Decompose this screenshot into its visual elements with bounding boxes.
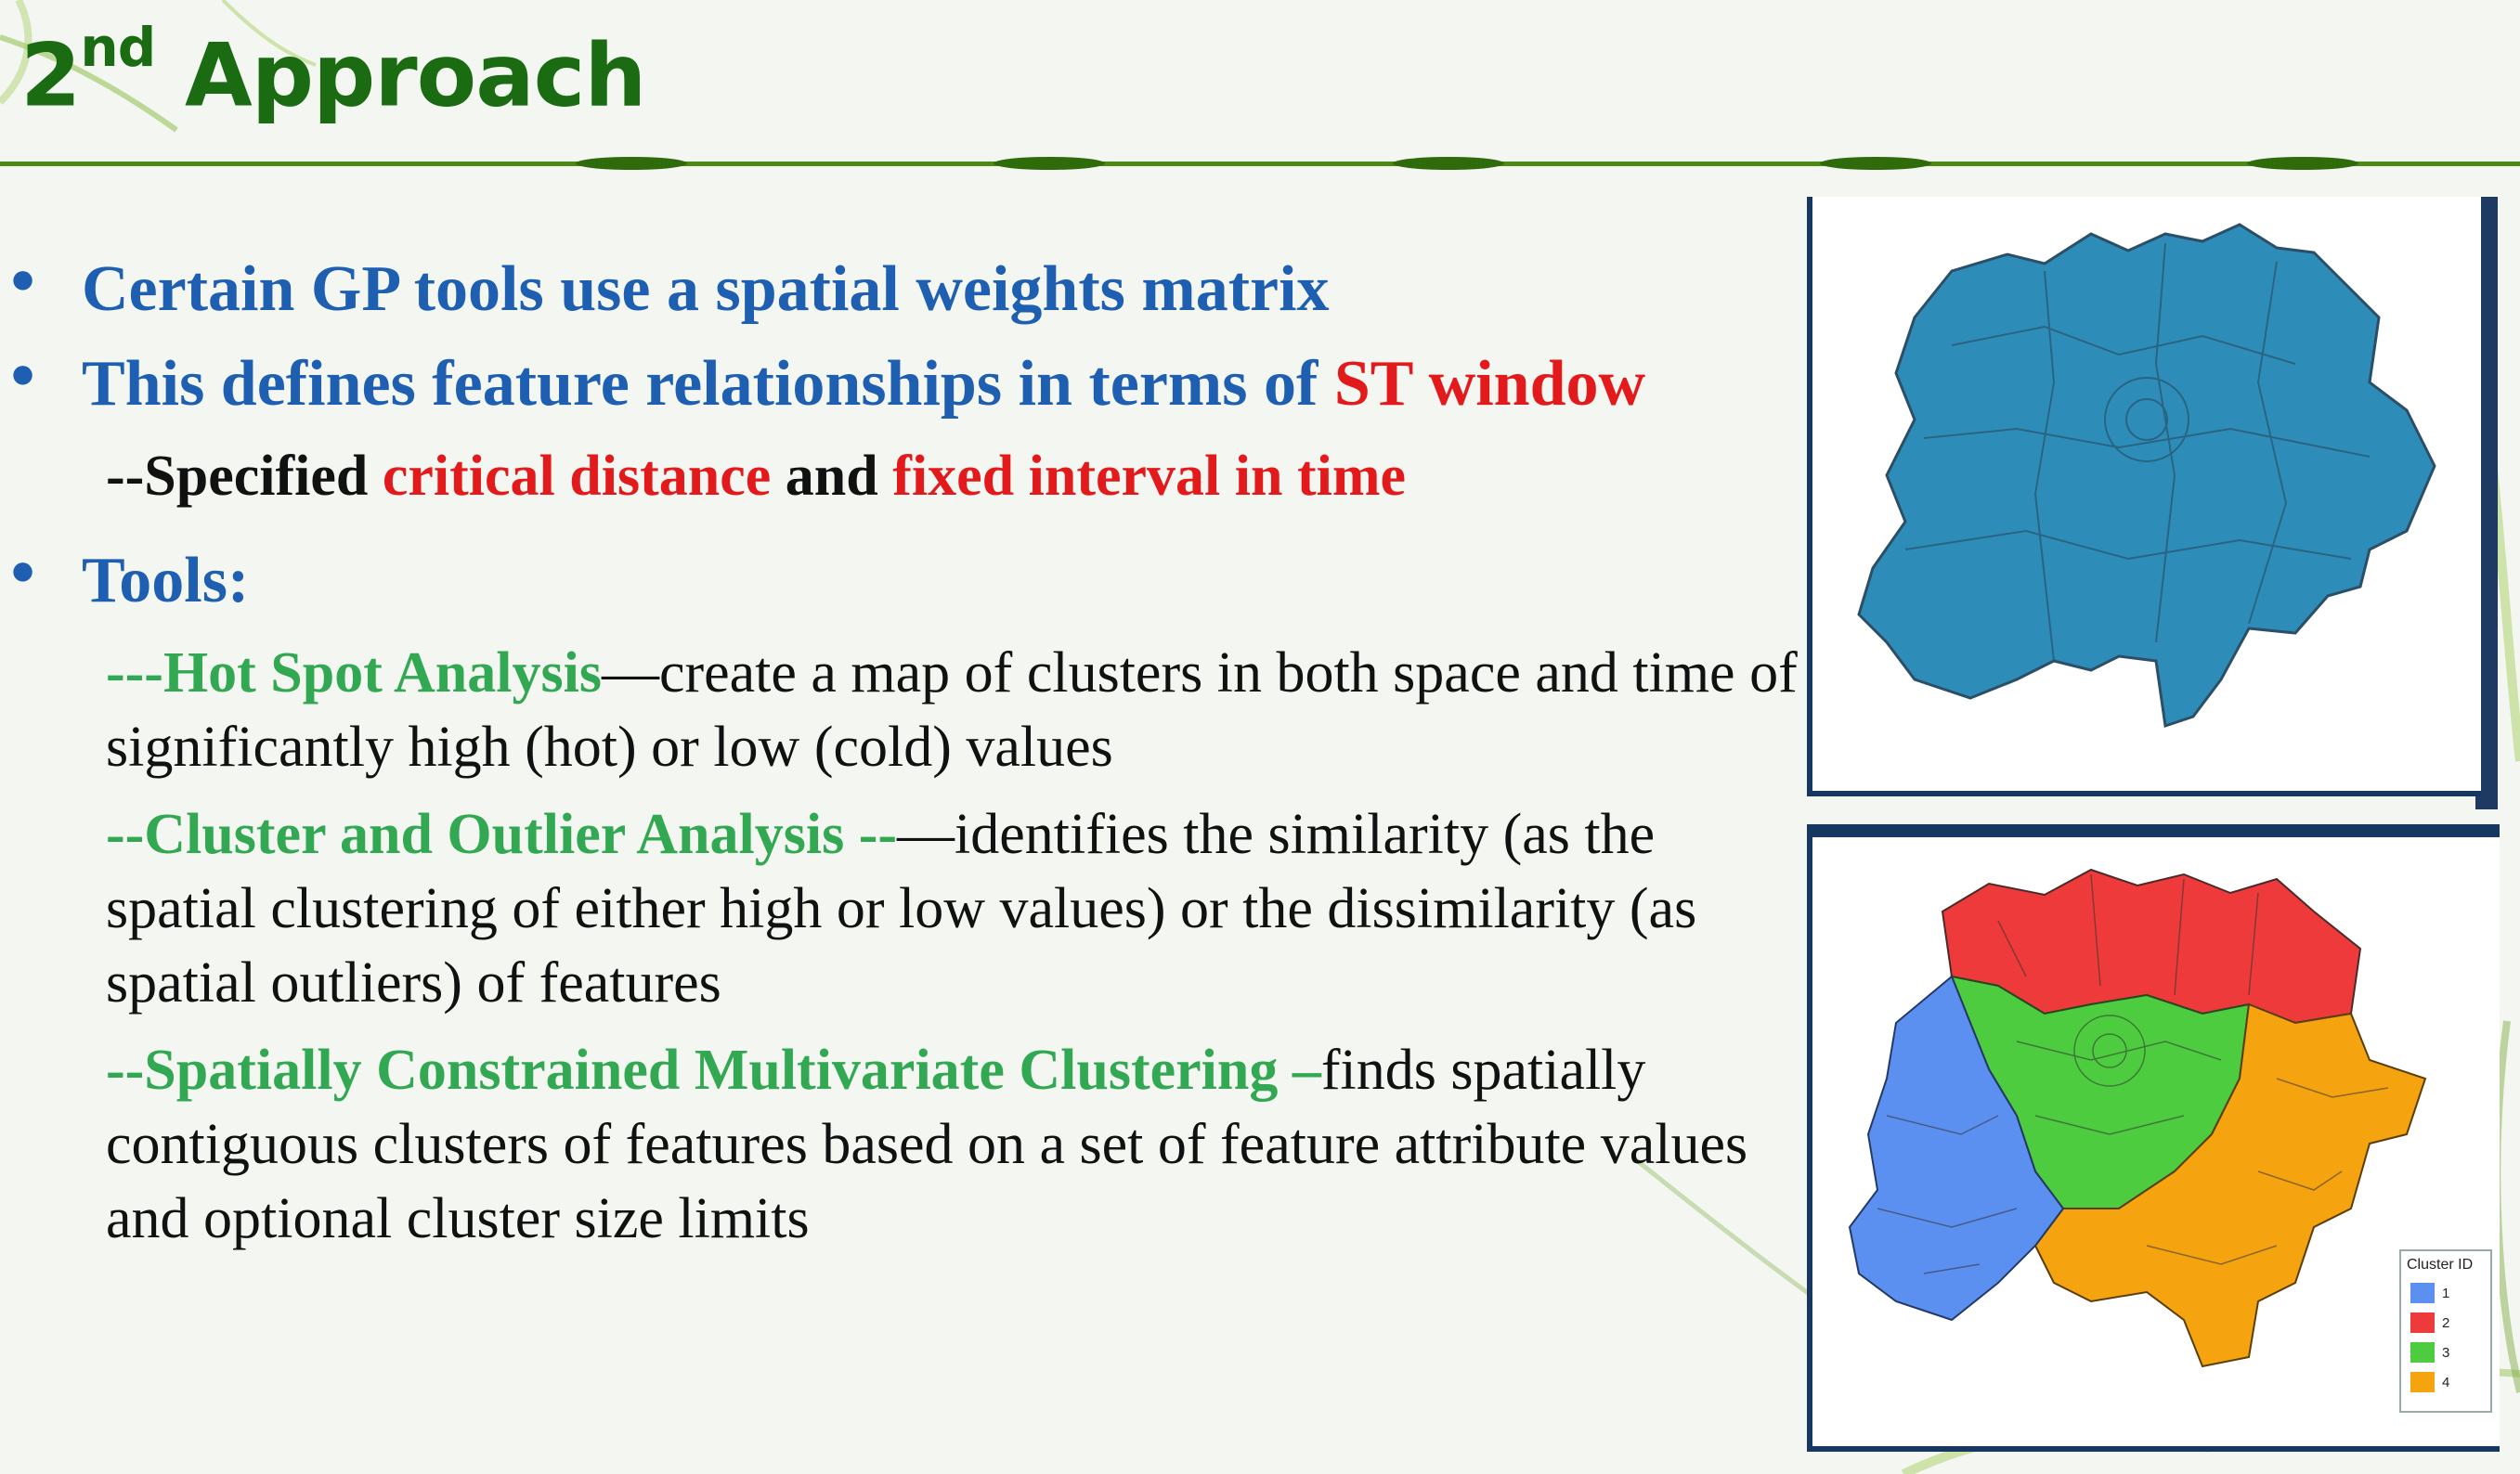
bullet-feature-relationships: • This defines feature relationships in terms of ST window	[6, 345, 1646, 420]
tool-hot-spot-analysis: ---Hot Spot Analysis—create a map of clusters in both space and time of significantly high (hot) or low (cold) values	[106, 640, 1798, 779]
legend-item-1: 1	[2410, 1283, 2485, 1305]
slide-body	[0, 251, 1801, 1270]
legend-item-4: 4	[2410, 1372, 2485, 1394]
bullet-spatial-weights: • Certain GP tools use a spatial weights matrix	[6, 251, 1330, 325]
map-figures	[1807, 197, 2498, 1437]
tool-spatially-constrained-clustering: --Spatially Constrained Multivariate Clustering –finds spatially contiguous clusters of features based on a set of feature attribute values and optional cluster size limits	[106, 1038, 1748, 1250]
title-divider	[0, 154, 2520, 175]
region-map-clusters	[1812, 837, 2500, 1446]
slide-title: 2nd Approach	[20, 16, 646, 127]
legend-item-3: 3	[2410, 1342, 2485, 1364]
map-clusters	[1807, 824, 2500, 1452]
region-map-blue	[1812, 197, 2481, 791]
bullet-tools: • Tools:	[6, 541, 250, 616]
tool-cluster-outlier-analysis: --Cluster and Outlier Analysis --—identifies the similarity (as the spatial clustering of either high or low values) or the dissimilarity (as spatial outliers) of features	[106, 802, 1697, 1015]
bullet-dot-icon: •	[6, 251, 41, 314]
legend-item-2: 2	[2410, 1312, 2485, 1335]
legend-title: Cluster ID	[2407, 1257, 2474, 1273]
map-single-color	[1807, 197, 2481, 796]
bullet-dot-icon: •	[6, 541, 41, 605]
specified-line: --Specified critical distance and fixed interval in time	[106, 445, 1406, 508]
bullet-dot-icon: •	[6, 345, 41, 408]
cluster-legend	[2399, 1249, 2492, 1413]
